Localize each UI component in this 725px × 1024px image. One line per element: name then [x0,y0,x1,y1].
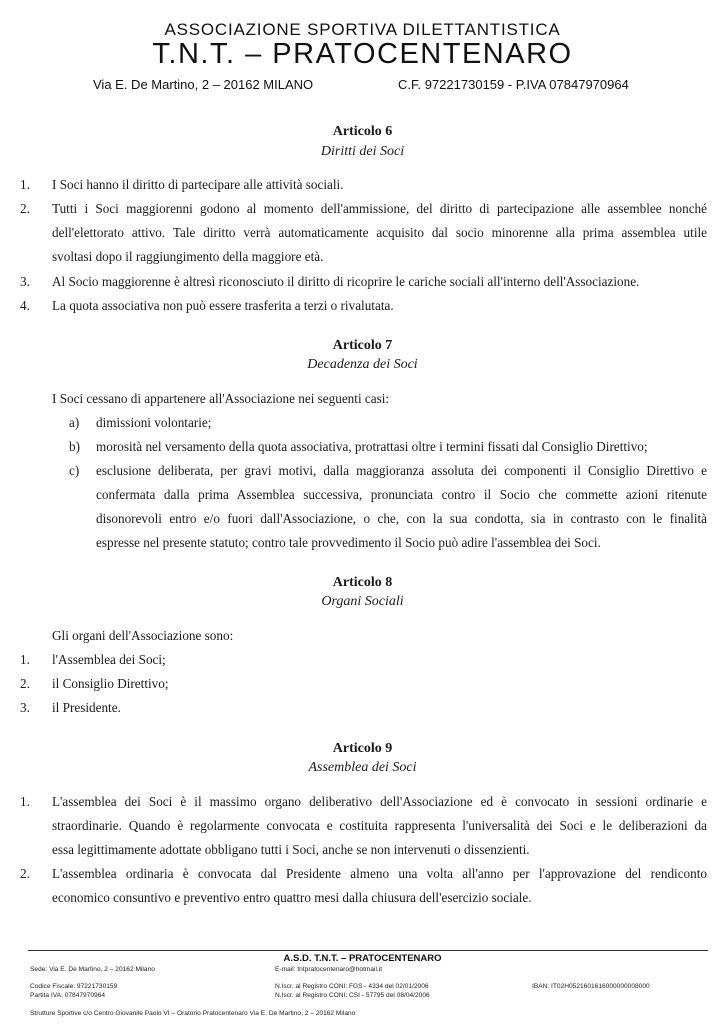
item-text-line: economico consuntivo e preventivo entro quattro mesi dalla chiusura dell'esercizio sociale. [52,890,532,905]
footer-registro-fgs: N.Iscr. al Registro CONI: FGS - 4334 del 02/01/2006 [275,983,429,990]
item-text-line: essa legittimamente adottate obbligano tutti i Soci, anche se non intervenuti o dissenzienti. [52,842,530,857]
article-9-item-1 [0,790,725,862]
header-fiscal-codes: C.F. 97221730159 - P.IVA 07847970964 [398,77,629,92]
footer-codice-fiscale: Codice Fiscale: 97221730159 [30,983,118,990]
article-7-title: Articolo 7 [332,338,393,353]
article-8-intro: Gli organi dell'Associazione sono: [52,628,234,643]
footer-registro-csi: N.Iscr. al Registro CONI: CSI - 57795 del 08/04/2006 [275,992,430,999]
article-9-subtitle: Assemblea dei Soci [308,760,417,775]
article-8-subtitle: Organi Sociali [321,594,404,609]
item-label: b) [69,439,80,454]
item-text: I Soci hanno il diritto di partecipare alle attività sociali. [52,177,344,192]
item-number: 1. [20,794,30,809]
article-6-title: Articolo 6 [332,124,393,139]
article-7-subtitle: Decadenza dei Soci [307,357,418,372]
footer-sede: Sede: Via E. De Martino, 2 – 20162 Milano [30,966,155,973]
article-9-item-2 [0,862,725,910]
item-number: 3. [20,700,30,715]
item-number: 2. [20,866,30,881]
item-text: La quota associativa non può essere trasferita a terzi o rivalutata. [52,298,394,313]
article-8-item-1 [0,648,725,672]
item-text: Al Socio maggiorenne è altresì riconosciuto il diritto di ricoprire le cariche sociali all'interno dell'Associazione. [52,274,640,289]
item-text-line: straordinarie. Quando è regolarmente convocata e costituita rappresenta l'universalità dei Soci e le deliberazioni da [52,818,707,833]
item-text-line: confermata dalla prima Assemblea successiva, pronunciata contro il Socio che commette azioni ritenute [96,487,707,502]
header-address: Via E. De Martino, 2 – 20162 MILANO [93,77,314,92]
item-text-line: dell'elettorato attivo. Tale diritto verrà automaticamente acquisito dal socio minorenne alla prima assemblea utile [52,225,707,240]
item-text-line: L'assemblea dei Soci è il massimo organo deliberativo dell'Associazione ed è convocato in sessioni ordinarie e [52,794,707,809]
item-number: 4. [20,298,30,313]
article-6-subtitle: Diritti dei Soci [320,144,405,159]
footer-partita-iva: Partita IVA: 07847970964 [30,992,106,999]
item-label: c) [69,463,80,478]
item-number: 2. [20,676,30,691]
item-text: il Presidente. [52,700,121,715]
item-text-line: esclusione deliberata, per gravi motivi, dalla maggioranza assoluta dei componenti il Consiglio Direttivo e [96,463,707,478]
article-7-item-c [0,459,725,555]
item-text-line: Tutti i Soci maggiorenni godono al momento dell'ammissione, del diritto di partecipazione alle assemblee nonché [52,201,707,216]
footer-divider [28,950,708,951]
item-text: dimissioni volontarie; [96,415,212,430]
item-text: il Consiglio Direttivo; [52,676,169,691]
article-6-item-3 [0,270,725,294]
article-7-intro: I Soci cessano di appartenere all'Associazione nei seguenti casi: [52,391,390,406]
item-number: 3. [20,274,30,289]
article-6-item-2 [0,197,725,269]
footer-iban: IBAN: IT02H0521601616000000008000 [532,983,650,990]
item-text: l'Assemblea dei Soci; [52,652,166,667]
article-7-item-a [0,411,725,435]
footer-strutture: Strutture Sportive c/o Centro Giovanile Paolo VI – Oratorio Pratocentenaro Via E. De Martino, 2 – 20162 Milano [30,1010,356,1017]
item-label: a) [69,415,80,430]
article-7-item-b [0,435,725,459]
article-6-item-1 [0,173,725,197]
item-text-line: disonorevoli entro e/o fuori dall'Associazione, o che, con la sua condotta, sia in contrasto con le finalità [96,511,707,526]
item-number: 1. [20,652,30,667]
item-text-line: espresse nel presente statuto; contro tale provvedimento il Socio può adire l'assemblea dei Soci. [96,535,601,550]
article-8-item-3 [0,696,725,720]
footer-title: A.S.D. T.N.T. – PRATOCENTENARO [283,953,442,964]
item-text-line: svoltasi dopo il raggiungimento della maggiore età. [52,249,324,264]
item-number: 2. [20,201,30,216]
footer-email: E-mail: tntpratocentenaro@hotmail.it [275,966,383,973]
association-type: ASSOCIAZIONE SPORTIVA DILETTANTISTICA [164,20,561,39]
article-9-title: Articolo 9 [332,741,393,756]
item-text-line: L'assemblea ordinaria è convocata dal Presidente almeno una volta all'anno per l'approvazione del rendiconto [52,866,707,881]
association-name: T.N.T. – PRATOCENTENARO [152,38,573,70]
item-text: morosità nel versamento della quota associativa, protrattasi oltre i termini fissati dal Consiglio Direttivo; [96,439,648,454]
article-8-title: Articolo 8 [332,575,393,590]
article-8-item-2 [0,672,725,696]
article-6-item-4 [0,294,725,318]
item-number: 1. [20,177,30,192]
